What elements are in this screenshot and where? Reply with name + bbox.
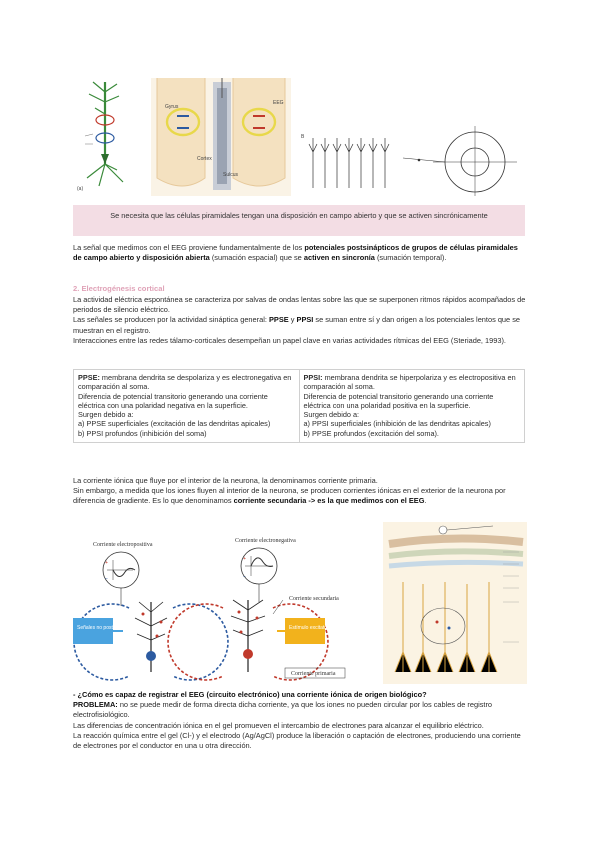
- label-electronegative: Corriente electronegativa: [235, 538, 296, 544]
- term-ppsi: PPSI: [296, 315, 314, 325]
- waveform-positive: [93, 542, 153, 588]
- label-sulcus: Sulcus: [223, 172, 239, 178]
- current-paragraph: [73, 476, 527, 507]
- electrogenesis-paragraph: [73, 295, 527, 346]
- pyramidal-neuron-illustration: [77, 82, 123, 192]
- figure-currents: [73, 522, 527, 684]
- ppsi-term: PPSI:: [303, 373, 323, 382]
- svg-text:−: −: [243, 574, 246, 580]
- ppse-line-2: Diferencia de potencial transitorio generando una corriente eléctrica con una polaridad negativa en la superficie.: [78, 391, 268, 410]
- ppsi-line-5: b) PPSE profundos (excitación del soma).: [303, 428, 439, 438]
- ppse-cell: [74, 370, 300, 443]
- ppse-line-4: a) PPSE superficiales (excitación de las dendritas apicales): [78, 419, 271, 429]
- label-secondary: Corriente secundaria: [289, 596, 339, 602]
- intro-bold-2: activen en sincronía: [303, 253, 375, 263]
- term-ppse: PPSE: [268, 315, 289, 325]
- problem-label: PROBLEMA:: [73, 700, 118, 710]
- label-electropositive: Corriente electropositiva: [93, 542, 153, 548]
- ppse-def: membrana dendrita se despolariza y es electronegativa en comparación al soma.: [78, 373, 292, 392]
- question-paragraph: [73, 690, 527, 751]
- ppse-line-5: b) PPSI profundos (inhibición del soma): [78, 428, 207, 438]
- cortex-gyri-illustration: [151, 78, 291, 196]
- section-heading: 2. Electrogénesis cortical: [73, 284, 165, 293]
- box-right-label: Estímulo excitatorio: [289, 625, 333, 631]
- label-cortex: Cortex: [197, 156, 212, 162]
- waveform-negative: [235, 538, 296, 584]
- ppsi-def: membrana dendrita se hiperpolariza y es electropositiva en comparación al soma.: [303, 373, 516, 392]
- table-row: [74, 370, 525, 443]
- ppse-ppsi-table: [73, 369, 525, 443]
- ppsi-line-2: Diferencia de potencial transitorio generando una corriente eléctrica con una polaridad positiva en la superficie.: [303, 391, 494, 410]
- question-line-3: La reacción química entre el gel (Cl-) y el electrodo (Ag/AgCl) produce la liberación o captación de electrones, produciendo una corriente de electrones por el conductor en una u otra dirección.: [73, 730, 521, 751]
- ppsi-line-4: a) PPSI superficiales (inhibición de las dendritas apicales): [303, 419, 491, 429]
- box-right: [277, 618, 333, 644]
- para2-line-3: Interacciones entre las redes tálamo-corticales desempeñan un papel clave en varias actividades rítmicas del EEG (Steriade, 1993).: [73, 335, 506, 345]
- intro-text-1: La señal que medimos con el EEG proviene fundamentalmente de los: [73, 243, 305, 252]
- problem-line: PROBLEMA: no se puede medir de forma directa dicha corriente, ya que los iones no pueden circular por los cables de registro electrofisiológico.: [73, 700, 493, 720]
- intro-paragraph: [73, 243, 527, 263]
- scalp-cortex-section: [383, 522, 527, 684]
- para2-line-1: La actividad eléctrica espontánea se caracteriza por salvas de ondas lentas sobre las que se superponen ritmos rápidos acompañados de periodos de silencio eléctrico.: [73, 295, 526, 315]
- para3-line-2: Sin embargo, a medida que los iones fluyen al interior de la neurona, se producen corrientes iónicas en el exterior de la neurona por diferencia de gradiente. Es lo que denominamos corriente secundaria -> es la que medimos con el EEG.: [73, 486, 506, 506]
- question-line-2: Las diferencias de concentración iónica en el gel promueven el intercambio de electrones para alcanzar el equilibrio eléctrico.: [73, 720, 484, 730]
- intro-text-2: (sumación espacial) que se: [209, 253, 304, 263]
- ppsi-cell: [299, 370, 525, 443]
- question-heading: - ¿Cómo es capaz de registrar el EEG (circuito electrónico) una corriente iónica de origen biológico?: [73, 690, 427, 699]
- box-left: [73, 618, 136, 644]
- figure-top-graphic: [73, 78, 525, 196]
- ppse-term: PPSE:: [78, 373, 100, 382]
- label-eeg: EEG: [273, 100, 284, 106]
- svg-text:−: −: [105, 576, 108, 582]
- callout-box: [73, 205, 525, 236]
- para2-line-2: Las señales se producen por la actividad sináptica general: PPSE y PPSI se suman entre sí y dan origen a los potenciales lentos que se muestran en el registro.: [73, 315, 521, 335]
- para3-line-1: La corriente iónica que fluye por el interior de la neurona, la denominamos corriente primaria.: [73, 476, 378, 485]
- callout-text: Se necesita que las células piramidales tengan una disposición en campo abierto y que se activen sincrónicamente: [110, 211, 488, 220]
- box-left-label: Señales no postsinápticas: [77, 625, 136, 631]
- ppse-line-3: Surgen debido a:: [78, 410, 134, 420]
- ppsi-line-3: Surgen debido a:: [303, 410, 360, 420]
- label-gyrus: Gyrus: [165, 104, 179, 110]
- svg-text:(a): (a): [77, 186, 84, 192]
- label-panel-b: B: [301, 134, 305, 140]
- intro-bold-1: potenciales postsinápticos de grupos de células piramidales de campo abierto y disposición abierta: [73, 243, 518, 263]
- secondary-current-bold: corriente secundaria -> es la que medimos con el EEG: [233, 496, 425, 506]
- open-field-diagram: [301, 126, 517, 196]
- svg-text:+: +: [243, 556, 246, 562]
- label-primary: Corriente primaria: [291, 671, 336, 677]
- figure-top: [73, 78, 525, 196]
- figure-currents-graphic: [73, 522, 527, 684]
- svg-text:+: +: [105, 560, 108, 566]
- intro-text-3: (sumación temporal).: [374, 253, 447, 263]
